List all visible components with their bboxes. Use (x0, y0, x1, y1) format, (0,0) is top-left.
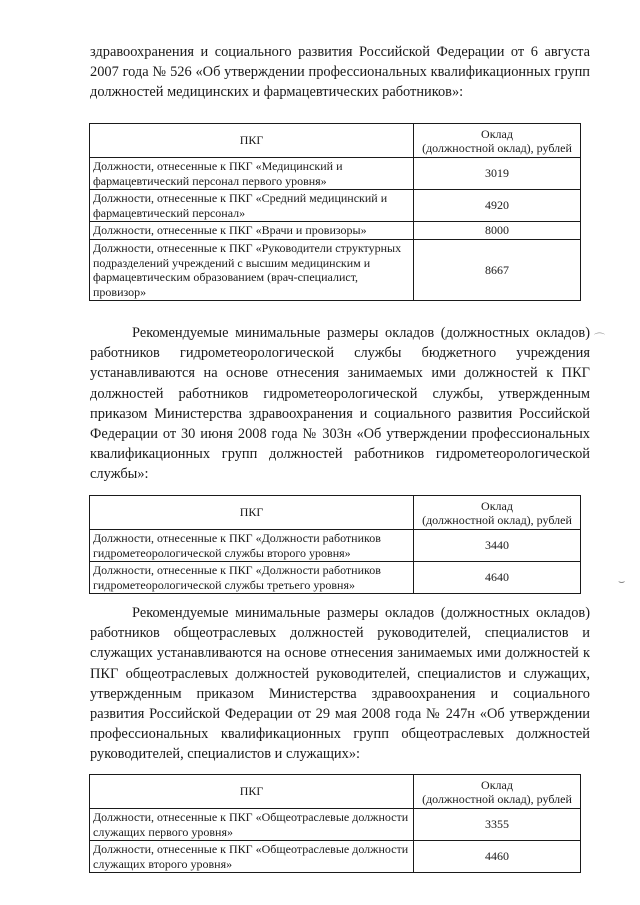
group-cell: Должности, отнесенные к ПКГ «Руководители структурных подразделений учреждений с высшим медицинским и фармацевтическим образованием (врач-специалист, провизор» (90, 239, 414, 300)
salary-cell: 3355 (414, 809, 581, 841)
header-pkg: ПКГ (90, 496, 414, 530)
table-row (90, 239, 581, 300)
general-paragraph-text: Рекомендуемые минимальные размеры окладов (должностных окладов) работников общеотраслевых должностей руководителей, специалистов и служащих устанавливаются на основе отнесения занимаемых ими должностей к ПКГ общеотраслевых должностей руководителей, специалистов и служащих, утвержденным приказом Министерства здравоохранения и социального развития Российской Федерации от 29 мая 2008 года № 247н «Об утверждении профессиональных квалификационных групп общеотраслевых должностей руководителей, специалистов и служащих»: (90, 605, 590, 763)
table-row (90, 562, 581, 594)
table-row (90, 222, 581, 240)
table-row (90, 809, 581, 841)
salary-table-gidromet (89, 495, 581, 594)
group-cell: Должности, отнесенные к ПКГ «Средний медицинский и фармацевтический персонал» (90, 190, 414, 222)
salary-cell: 3440 (414, 530, 581, 562)
group-cell: Должности, отнесенные к ПКГ «Общеотраслевые должности служащих второго уровня» (90, 841, 414, 873)
salary-cell: 8000 (414, 222, 581, 240)
header-salary (414, 124, 581, 158)
salary-cell: 4920 (414, 190, 581, 222)
general-paragraph (90, 603, 590, 765)
table-row (90, 158, 581, 190)
salary-cell: 3019 (414, 158, 581, 190)
gidromet-paragraph (90, 323, 590, 485)
group-cell: Должности, отнесенные к ПКГ «Общеотраслевые должности служащих первого уровня» (90, 809, 414, 841)
group-cell: Должности, отнесенные к ПКГ «Медицинский и фармацевтический персонал первого уровня» (90, 158, 414, 190)
intro-paragraph: здравоохранения и социального развития Российской Федерации от 6 августа 2007 года № 526 «Об утверждении профессиональных квалификационных групп должностей медицинских и фармацевтических работников»: (90, 44, 590, 101)
group-cell: Должности, отнесенные к ПКГ «Должности работников гидрометеорологической службы третьего уровня» (90, 562, 414, 594)
header-salary-line2: (должностной оклад), рублей (422, 141, 572, 155)
salary-cell: 4460 (414, 841, 581, 873)
table-header-row (90, 124, 581, 158)
scan-mark: ⌒ (594, 333, 605, 345)
group-cell: Должности, отнесенные к ПКГ «Врачи и провизоры» (90, 222, 414, 240)
group-cell: Должности, отнесенные к ПКГ «Должности работников гидрометеорологической службы второго уровня» (90, 530, 414, 562)
header-salary-line1: Оклад (481, 778, 513, 792)
table-row (90, 190, 581, 222)
header-salary (414, 775, 581, 809)
scan-mark: ⌣ (618, 576, 626, 588)
table-header-row (90, 775, 581, 809)
header-salary (414, 496, 581, 530)
salary-table-general (89, 774, 581, 873)
header-salary-line1: Оклад (481, 127, 513, 141)
salary-cell: 8667 (414, 239, 581, 300)
header-salary-line1: Оклад (481, 499, 513, 513)
header-pkg: ПКГ (90, 775, 414, 809)
gidromet-paragraph-text: Рекомендуемые минимальные размеры окладов (должностных окладов) работников гидрометеорологической службы бюджетного учреждения устанавливаются на основе отнесения занимаемых ими должностей к ПКГ должностей работников гидрометеорологической службы, утвержденным приказом Министерства здравоохранения и социального развития Российской Федерации от 30 июня 2008 года № 303н «Об утверждении профессиональных квалификационных групп должностей работников гидрометеорологической службы»: (90, 325, 590, 483)
header-salary-line2: (должностной оклад), рублей (422, 513, 572, 527)
salary-cell: 4640 (414, 562, 581, 594)
header-pkg: ПКГ (90, 124, 414, 158)
table-row (90, 530, 581, 562)
table-row (90, 841, 581, 873)
header-salary-line2: (должностной оклад), рублей (422, 792, 572, 806)
table-header-row (90, 496, 581, 530)
salary-table-medical (89, 123, 581, 301)
